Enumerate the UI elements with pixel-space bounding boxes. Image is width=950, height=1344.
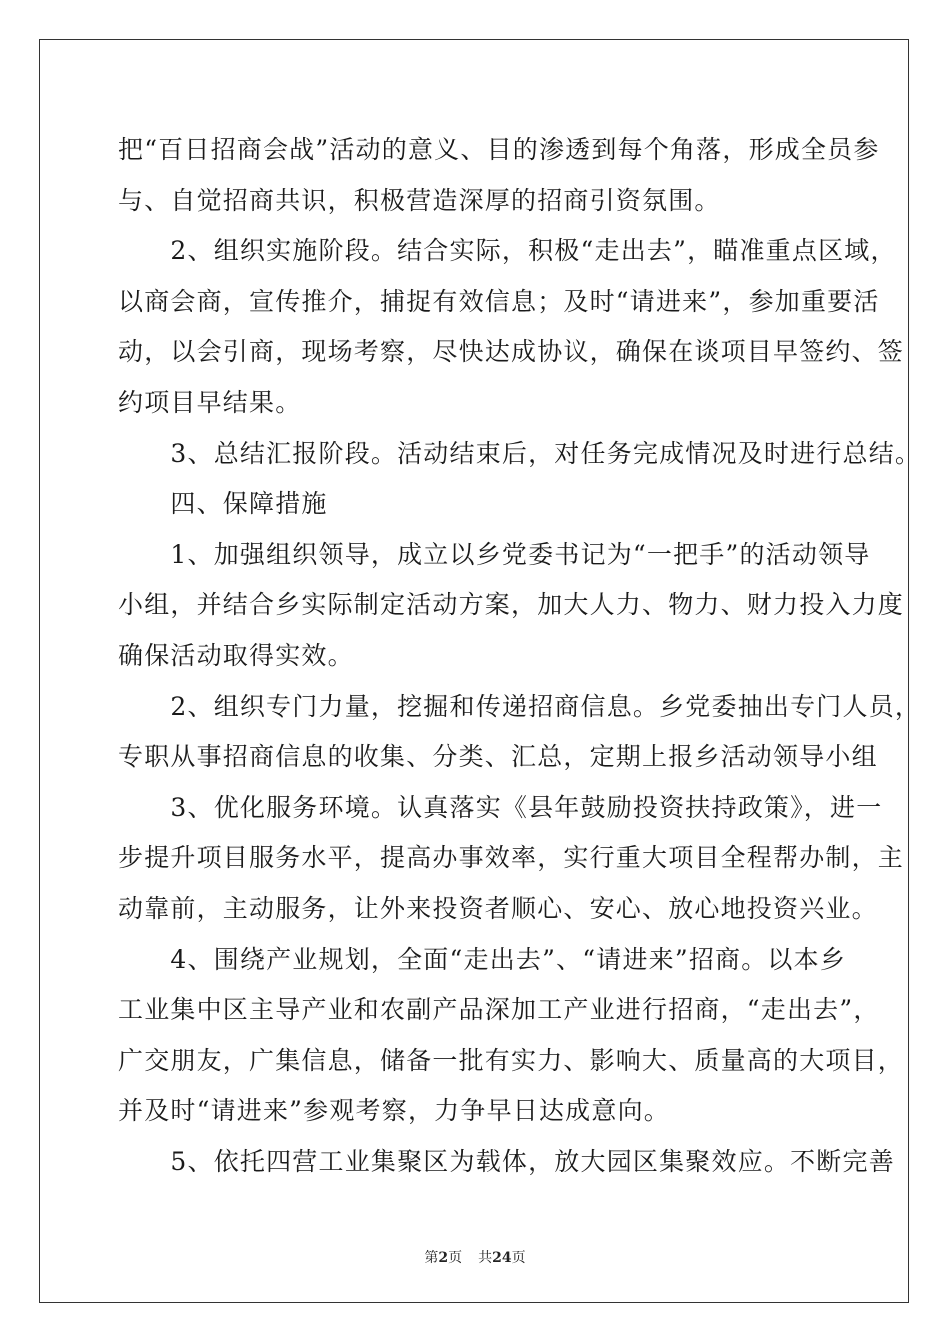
text-line: 广交朋友，广集信息，储备一批有实力、影响大、质量高的大项目， bbox=[118, 1045, 905, 1075]
text-line: 确保活动取得实效。 bbox=[118, 640, 354, 670]
text-line: 1、加强组织领导，成立以乡党委书记为“一把手”的活动领导 bbox=[118, 539, 871, 569]
total-prefix: 共 bbox=[478, 1250, 493, 1266]
text-line: 动，以会引商，现场考察，尽快达成协议，确保在谈项目早签约、签 bbox=[118, 337, 905, 367]
page-number: 2 bbox=[438, 1250, 449, 1266]
text-line: 把“百日招商会战”活动的意义、目的渗透到每个角落，形成全员参 bbox=[118, 135, 880, 164]
text-line: 3、总结汇报阶段。活动结束后，对任务完成情况及时进行总结。 bbox=[118, 438, 922, 468]
text-line: 与、自觉招商共识，积极营造深厚的招商引资氛围。 bbox=[118, 185, 721, 215]
document-body bbox=[118, 125, 922, 1187]
page-footer bbox=[0, 1247, 950, 1267]
text-line: 4、围绕产业规划，全面“走出去”、“请进来”招商。以本乡 bbox=[118, 944, 847, 974]
text-line: 2、组织专门力量，挖掘和传递招商信息。乡党委抽出专门人员， bbox=[118, 691, 922, 721]
text-line: 小组，并结合乡实际制定活动方案，加大人力、物力、财力投入力度 bbox=[118, 590, 905, 620]
section-heading: 四、保障措施 bbox=[118, 489, 328, 519]
text-line: 2、组织实施阶段。结合实际，积极“走出去”，瞄准重点区域， bbox=[118, 236, 897, 266]
page-suffix: 页 bbox=[448, 1250, 463, 1266]
text-line: 工业集中区主导产业和农副产品深加工产业进行招商，“走出去”， bbox=[118, 995, 880, 1025]
text-line: 3、优化服务环境。认真落实《县年鼓励投资扶持政策》，进一 bbox=[118, 792, 883, 822]
text-line: 专职从事招商信息的收集、分类、汇总，定期上报乡活动领导小组 bbox=[118, 742, 878, 772]
total-suffix: 页 bbox=[511, 1250, 526, 1266]
text-line: 5、依托四营工业集聚区为载体，放大园区集聚效应。不断完善 bbox=[118, 1146, 895, 1176]
text-line: 动靠前，主动服务，让外来投资者顺心、安心、放心地投资兴业。 bbox=[118, 893, 878, 923]
total-pages: 24 bbox=[492, 1250, 512, 1266]
text-line: 步提升项目服务水平，提高办事效率，实行重大项目全程帮办制，主 bbox=[118, 843, 905, 873]
text-line: 并及时“请进来”参观考察，力争早日达成意向。 bbox=[118, 1096, 670, 1126]
text-line: 约项目早结果。 bbox=[118, 387, 302, 417]
text-line: 以商会商，宣传推介，捕捉有效信息；及时“请进来”，参加重要活 bbox=[118, 286, 880, 316]
page-prefix: 第 bbox=[424, 1250, 439, 1266]
